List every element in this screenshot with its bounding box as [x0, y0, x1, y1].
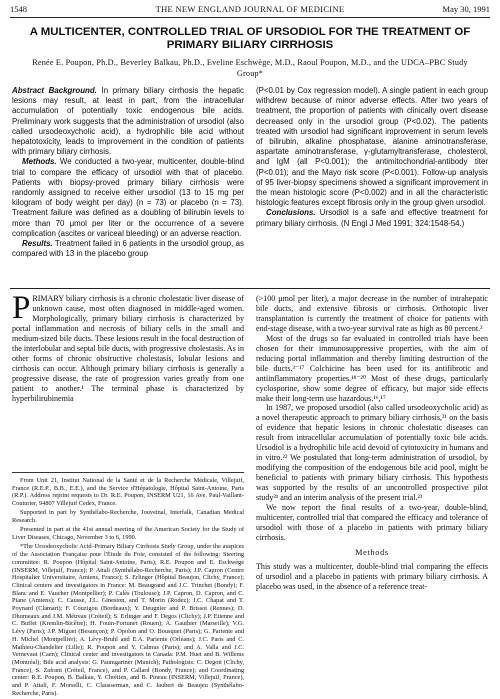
abstract-conclusions-label: Conclusions. — [266, 208, 316, 218]
abstract-background-text: In primary biliary cirrhosis the hepatic lesions may result, at least in part, from the intracellular accumulation of potentially toxic endogenous bile acids. Preliminary work suggests that the administration of ursodiol (also called ursodeoxycholic acid), a hydrophilic bile acid without hepatotoxicity, leads to improvement in the condition of patients with primary biliary cirrhosis. — [12, 86, 244, 157]
abstract-conclusions — [256, 208, 488, 228]
abstract-methods-label: Methods. — [22, 157, 57, 167]
abstract-results-text: Treatment failed in 6 patients in the ursodiol group, as compared with 13 in the placebo group — [12, 239, 244, 259]
intro-paragraph — [12, 290, 244, 403]
abstract-results-label: Results. — [22, 239, 53, 249]
abstract-background — [12, 86, 244, 157]
page-number: 1548 — [10, 4, 27, 14]
body-left-column — [12, 290, 244, 403]
abstract-results-continued: (P<0.01 by Cox regression model). A single patient in each group withdrew because of minor adverse effects. After two years of treatment, the proportion of patients with clinically overt disease decreased only in the ursodiol group (P<0.02). The patients treated with ursodiol had significant improvement in serum levels of bilirubin, alkaline phosphatase, alanine aminotransferase, aspartate aminotransferase, γ-glutamyltransferase, cholesterol, and IgM (all P<0.001); the antimitochondrial-antibody titer (P<0.01); and the Mayo risk score (P<0.001). Follow-up analysis of 95 liver-biopsy specimens showed a significant improvement in the mean histologic score (P<0.002) and in all the characteristic histologic features except fibrosis only in the group given ursodiol. — [256, 86, 488, 208]
abstract-conclusions-text: Ursodiol is a safe and effective treatment for primary biliary cirrhosis. (N Engl J Med 1991; 324:1548-54.) — [256, 208, 488, 228]
journal-name: THE NEW ENGLAND JOURNAL OF MEDICINE — [155, 4, 345, 14]
footnote-support: Supported in part by Synthélabo-Recherche, Jouveinal, Interfalk, Canadian Medical Research. — [12, 509, 244, 525]
abstract-methods — [12, 157, 244, 239]
body-right-column — [256, 294, 488, 592]
abstract-right-column — [256, 86, 488, 229]
drop-cap: P — [12, 290, 31, 326]
running-header — [10, 4, 490, 18]
footnote-study-group: *The Ursodeoxycholic Acid–Primary Biliary Cirrhosis Study Group, under the auspices of the Association Française pour l'Étude du Foie, consisted of the following: Steering committee: R. Poupon (Hôpital Saint-Antoine, Paris); R.E. Poupon and E. Eschwège (INSERM, Villejuif, France); P. Attali (Synthélabo-Recherche, Paris); J.P. Capron (Centre Hospitalier Universitaire, Amiens, France); S. Erlinger (Hôpital Beaujon, Clichy, France); Clinical centers and investigators in France: M. Beaugrand and J.C. Trinchet (Bondy); F. Blanc and E. Vaucher (Montpellier); P. Calès (Toulouse); J.P. Capron, D. Capron, and C. Piane (Amiens); C. Causse, J.L. Gineston, and T. Morin (Rodez); J.C. Chapat and T. Poynard (Clamart); F. Couzigou (Bordeaux); Y. Deugnier and P. Brissot (Rennes); D. Dhumeaux and J.M. Métreau (Créteil); S. Erlinger and F. Degos (Clichy); J.P. Etienne and C. Buffet (Kremlin-Bicêtre); H. Fouin-Fortunet (Rouen); A. Gauthier (Marseille); V.G. Lévy (Paris); J.P. Miguet (Besançon); P. Opolon and O. Bousquet (Paris); G. Pariente and H. Michel (Montpellier); A. Lévy-Bruhl and E.A. Pariente (Orléans); J.C. Paris and C. Mathieu-Chandelier (Lille); R. Poupon and Y. Calmus (Paris); and A. Valla and J.C. Vernevaut (Caen); Clinical center and investigators in Canada: P.M. Huet and B. Willems (Montréal); Bile acid analysis: G. Paumgartner (Munich); Pathologists: C. Degott (Clichy, France), S. Zafrani (Créteil, France), and P. Callard (Bondy, France); and Coordinating center: R.E. Poupon, B. Balkau, Y. Chrétien, and B. Pineau (INSERM, Villejuif, France), and P. Attali, F. Morselli, C. Clausserman, and C. Jaubert de Beaujeu (Synthélabo-Recherche, Paris). — [12, 543, 244, 697]
intro-text: RIMARY biliary cirrhosis is a chronic cholestatic liver disease of unknown cause, most often diagnosed in middle-aged women. Morphologically, primary biliary cirrhosis is characterized by portal inflammation and necrosis of biliary cells in the small and medium-sized bile ducts. These lesions result in the focal destruction of the interlobular and septal bile ducts, with progressive cholestasis. As in other forms of chronic obstructive cholestasis, lobular lesions and cirrhosis can occur. Although primary biliary cirrhosis is generally a progressive disease, the rate of progression varies greatly from one patient to another.¹ The terminal phase is characterized by hyperbilirubinemia — [12, 294, 244, 403]
methods-paragraph: This study was a multicenter, double-blind trial comparing the effects of ursodiol and a placebo in patients with primary biliary cirrhosis. A placebo was used, in the absence of a reference treat- — [256, 561, 488, 591]
footnote-affiliation: From Unit 21, Institut National de la Santé et de la Recherche Médicale, Villejuif, France (R.E.P., B.B., E.E.), and the Service d'Hépatologie, Hôpital Saint-Antoine, Paris (R.P.). Address reprint requests to Dr. R.E. Poupon, INSERM U21, 16 Ave. Paul-Vaillant-Couturier, 94807 Villejuif Cedex, France. — [12, 477, 244, 508]
abstract-divider — [10, 288, 490, 289]
abstract-background-label: Abstract Background. — [12, 86, 97, 95]
body-paragraph: Most of the drugs so far evaluated in controlled trials have been chosen for their immunosuppressive properties, with the aim of reducing portal inflammation and thereby limiting destruction of the bile ducts.³⁻¹⁷ Colchicine has been used for its antifibrotic and antiinflammatory properties.¹⁸⁻²⁰ Most of these drugs, particularly cyclosporine, show some degree of efficacy, but major side effects make their long-term use hazardous.¹⁶,¹⁷ — [256, 333, 488, 403]
author-line: Renée E. Poupon, Ph.D., Beverley Balkau, Ph.D., Eveline Eschwège, M.D., Raoul Poupon, M.D., and the UDCA–PBC Study Group* — [32, 58, 468, 78]
body-paragraph: In 1987, we proposed ursodiol (also called ursodeoxycholic acid) as a novel therapeutic approach to primary biliary cirrhosis,²¹ on the basis of evidence that hepatic lesions in chronic cholestatic diseases can result from intracellular accumulation of potentially toxic bile acids. Ursodiol is a hydrophilic bile acid devoid of cytotoxicity in humans and in vitro.²² We postulated that long-term administration of ursodiol, by modifying the composition of the endogenous bile acid pool, might be beneficial to patients with primary biliary cirrhosis. This hypothesis was supported by the results of an uncontrolled prospective pilot study²¹ and an interim analysis of the present trial.²³ — [256, 403, 488, 503]
body-paragraph: (>100 μmol per liter), a major decrease in the number of intrahepatic bile ducts, and extensive fibrosis or cirrhosis. Orthotopic liver transplantation is currently the treatment of choice for patients with end-stage disease, with a two-year survival rate as high as 80 percent.² — [256, 294, 488, 333]
body-paragraph: We now report the final results of a two-year, double-blind, multicenter, controlled trial that compared the efficacy and tolerance of ursodiol with those of a placebo in patients with primary biliary cirrhosis. — [256, 503, 488, 542]
abstract-methods-text: We conducted a two-year, multicenter, double-blind trial to compare the efficacy of ursodiol with that of placebo. Patients with biopsy-proved primary biliary cirrhosis were randomly assigned to receive either ursodiol (13 to 15 mg per kilogram of body weight per day) (n = 73) or placebo (n = 73). Treatment failure was defined as a doubling of bilirubin levels to more than 70 μmol per liter or the occurrence of a severe complication (ascites or variceal bleeding) or an adverse reaction. — [12, 157, 244, 238]
abstract-results — [12, 239, 244, 259]
issue-date: May 30, 1991 — [442, 4, 490, 14]
footnote-rule — [12, 472, 244, 473]
methods-heading: Methods — [355, 547, 389, 557]
footnotes — [12, 477, 244, 699]
abstract-left-column — [12, 86, 244, 259]
article-title: A MULTICENTER, CONTROLLED TRIAL OF URSODIOL FOR THE TREATMENT OF PRIMARY BILIARY CIRRHOSIS — [29, 26, 471, 51]
footnote-presented: Presented in part at the 41st annual meeting of the American Society for the Study of Liver Diseases, Chicago, November 3 to 6, 1990. — [12, 526, 244, 542]
